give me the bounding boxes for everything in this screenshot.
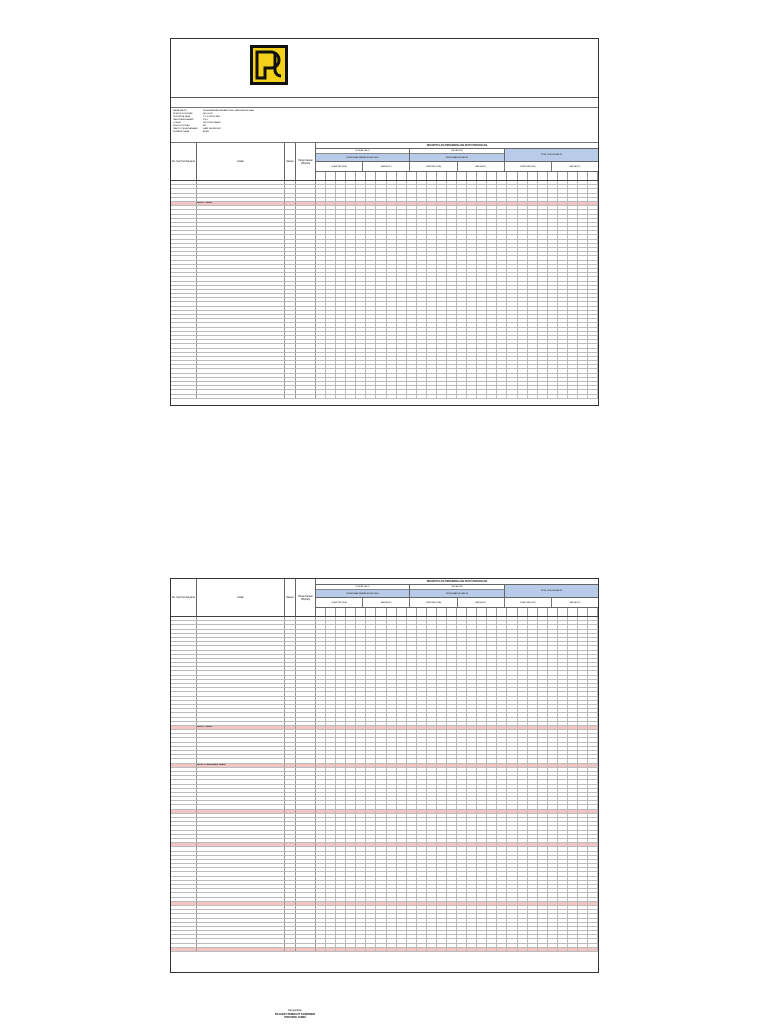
section-row: DIVISI 1. UMUM [171, 726, 598, 730]
info-row: NILAI KONTRAK RP. [173, 125, 207, 127]
col-satuan-header: Satuan [285, 579, 296, 616]
sub-header: HARGA (RP.) [458, 598, 505, 607]
report-sheet-2 [170, 578, 599, 973]
sub-header: HARGA (RP.) [363, 162, 410, 171]
col-no-header: No. Item Pembayaran [171, 143, 197, 180]
sub-header: HARGA (RP.) [569, 165, 581, 168]
info-row: PENYEDIA JASA PT. KONSULTAN [173, 116, 220, 118]
sub-header: KUANTITAS (KUA) [505, 598, 552, 607]
footer-location: PROVINSI JAMBI [284, 1016, 306, 1020]
logo-band [171, 39, 598, 98]
title-strip [171, 98, 598, 108]
section-row: DIVISI 1. UMUM [171, 202, 598, 206]
sub-header: KUANTITAS (KUA) [410, 162, 457, 171]
sub-header: KUANTITAS (KUA) [505, 162, 552, 171]
section-row: DIVISI 2. PEKERJAAN TANAH [171, 764, 598, 768]
sub-header: HARGA (RP.) [458, 162, 505, 171]
table-row [171, 395, 598, 399]
col-no-header: No. Item Pembayaran [171, 579, 197, 616]
table-header-2 [171, 578, 598, 617]
info-row: LOKASI PROVINSI JAMBI [173, 122, 221, 124]
sub-header: HARGA (RP.) [363, 598, 410, 607]
group-total: TOTAL (S/D) BULAN INI [505, 585, 598, 597]
group-this-month: ( BULAN INI ) PEKERJAAN BULAN INI [410, 149, 504, 161]
section-row [171, 948, 598, 952]
col-uraian-header: Uraian [197, 143, 285, 180]
table-header [171, 143, 598, 181]
group-title: REKAPITULASI PENGENDALIAN MUTU PEKERJAAN [316, 579, 598, 585]
footer-title: PEJABAT PEMBUAT KOMITMEN [274, 1012, 316, 1016]
info-row: NOMOR KONTRAK HK.02.03/ [173, 113, 213, 115]
sub-header: KUANTITAS (KUA) [410, 598, 457, 607]
group-total: TOTAL (S/D) BULAN INI [505, 149, 598, 161]
footer-line: Mengetahui [288, 1009, 302, 1012]
sub-header: KUANTITAS (KUA) [316, 162, 363, 171]
info-row: SUMBER DANA APBN [173, 131, 209, 133]
group-headers [316, 143, 598, 180]
col-harga-header: Harga Satuan (Rupiah) [296, 143, 316, 180]
group-last-month: ( BULAN LALU ) PEKERJAAN SAMPAI BULAN LALU [316, 149, 410, 161]
ministry-logo-icon [250, 45, 288, 85]
info-row: NAMA PAKET PENGAWASAN REHABILITASI JARINGAN IRIGASI [173, 110, 255, 112]
report-sheet-1 [170, 38, 599, 406]
sub-header: KUANTITAS (KUA) [316, 598, 363, 607]
group-title: REKAPITULASI PENGENDALIAN MUTU PEKERJAAN [316, 143, 598, 149]
table-body-2 [171, 617, 598, 952]
col-harga-header: Harga Satuan (Rupiah) [296, 579, 316, 616]
group-this-month: ( BULAN INI ) PEKERJAAN BULAN INI [410, 585, 504, 597]
col-uraian-header: Uraian [197, 579, 285, 616]
col-satuan-header: Satuan [285, 143, 296, 180]
contract-info [171, 108, 598, 143]
group-last-month: ( BULAN LALU ) PEKERJAAN SAMPAI BULAN LALU [316, 585, 410, 597]
signature-block [230, 1009, 360, 1020]
sub-header: HARGA (RP.) [569, 601, 581, 604]
info-row: WAKTU PELAKSANAAN HARI KALENDER [173, 128, 221, 130]
info-row: TAHUN ANGGARAN 2021 [173, 119, 208, 121]
group-headers [316, 579, 598, 616]
table-body [171, 181, 598, 399]
